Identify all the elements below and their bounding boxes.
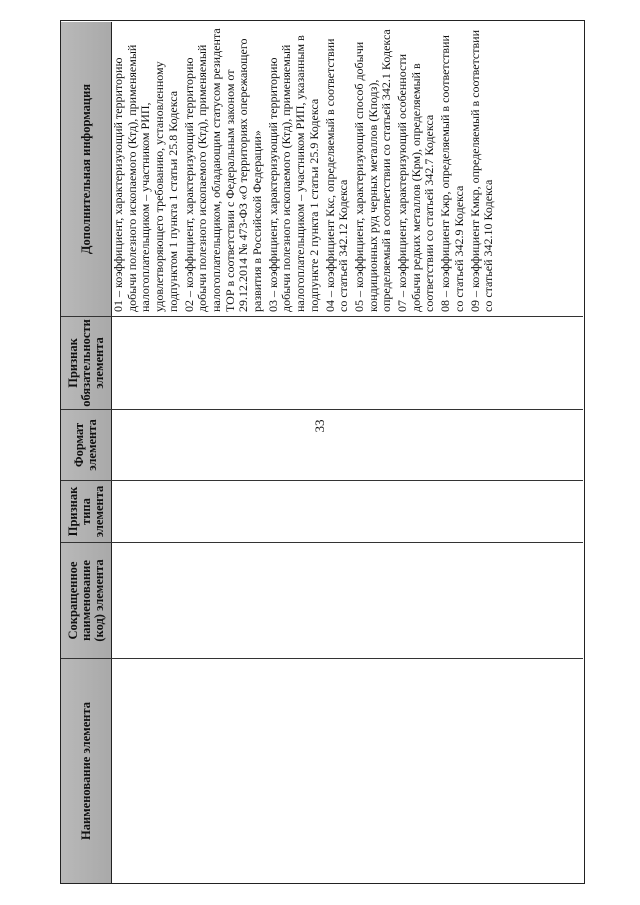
table-header-row xyxy=(61,22,112,883)
info-item-01 xyxy=(112,25,181,312)
info-text: 01 – коэффициент, характеризующий территорию добычи полезного ископаемого (Ктд), применяемый налогоплательщиком – участником РИП, удовлетворяющего требованию, установленному подпунктом 1 пункта 1 статьи 25.8 Кодекса xyxy=(111,44,180,312)
info-text: 03 – коэффициент, характеризующий территорию добычи полезного ископаемого (Ктд), применяемый налогоплательщиком – участником РИП, указанным в подпункте 2 пункта 1 статьи 25.9 Кодекса xyxy=(265,35,321,312)
header-additional-info: Дополнительная информация xyxy=(78,83,93,255)
cell-element-type xyxy=(111,480,583,542)
info-text: 05 – коэффициент, характеризующий способ добычи кондиционных руд черных металлов (Кподз), определяемый в соответствии со статьей 342.1 Кодекса xyxy=(351,29,394,312)
info-item-04 xyxy=(324,25,351,312)
header-element-format: Формат элемента xyxy=(61,409,111,480)
rotated-page-content xyxy=(60,20,585,884)
cell-element-name xyxy=(111,658,583,883)
info-text: 02 – коэффициент, характеризующий территорию добычи полезного ископаемого (Ктд), применяемый налогоплательщиком, обладающим статусом резидента ТОР в соответствии с Федеральным законом от 29.12.2014 № 473-ФЗ «О территориях опережающего развития в Российской Федерации» xyxy=(181,28,265,312)
page-number: 33 xyxy=(312,419,327,433)
header-mandatory-flag: Признак обязательности элемента xyxy=(61,316,111,409)
header-element-name: Наименование элемента xyxy=(61,658,111,883)
info-text: 08 – коэффициент Кжр, определяемый в соответствии со статьей 342.9 Кодекса xyxy=(438,35,466,312)
cell-short-name-code xyxy=(111,542,583,658)
info-text: 09 – коэффициент Кмкр, определяемый в соответствии со статьей 342.10 Кодекса xyxy=(467,29,496,312)
table-row xyxy=(111,22,583,883)
info-item-07 xyxy=(396,25,437,312)
info-item-02 xyxy=(183,25,265,312)
cell-additional-info xyxy=(111,22,583,316)
info-text: 04 – коэффициент Ккс, определяемый в соответствии со статьей 342.12 Кодекса xyxy=(322,38,351,312)
header-element-type: Признак типа элемента xyxy=(61,480,111,542)
info-item-08 xyxy=(439,25,466,312)
info-item-05 xyxy=(353,25,394,312)
info-item-03 xyxy=(267,25,322,312)
info-text: 07 – коэффициент, характеризующий особенности добычи редких металлов (Крм), определяемый в соответствии со статьей 342.7 Кодекса xyxy=(395,53,437,312)
elements-table xyxy=(60,20,585,884)
cell-element-format xyxy=(111,409,583,480)
cell-mandatory-flag xyxy=(111,316,583,409)
header-short-name-code: Сокращенное наименование (код) элемента xyxy=(61,542,111,658)
info-item-09 xyxy=(469,25,496,312)
